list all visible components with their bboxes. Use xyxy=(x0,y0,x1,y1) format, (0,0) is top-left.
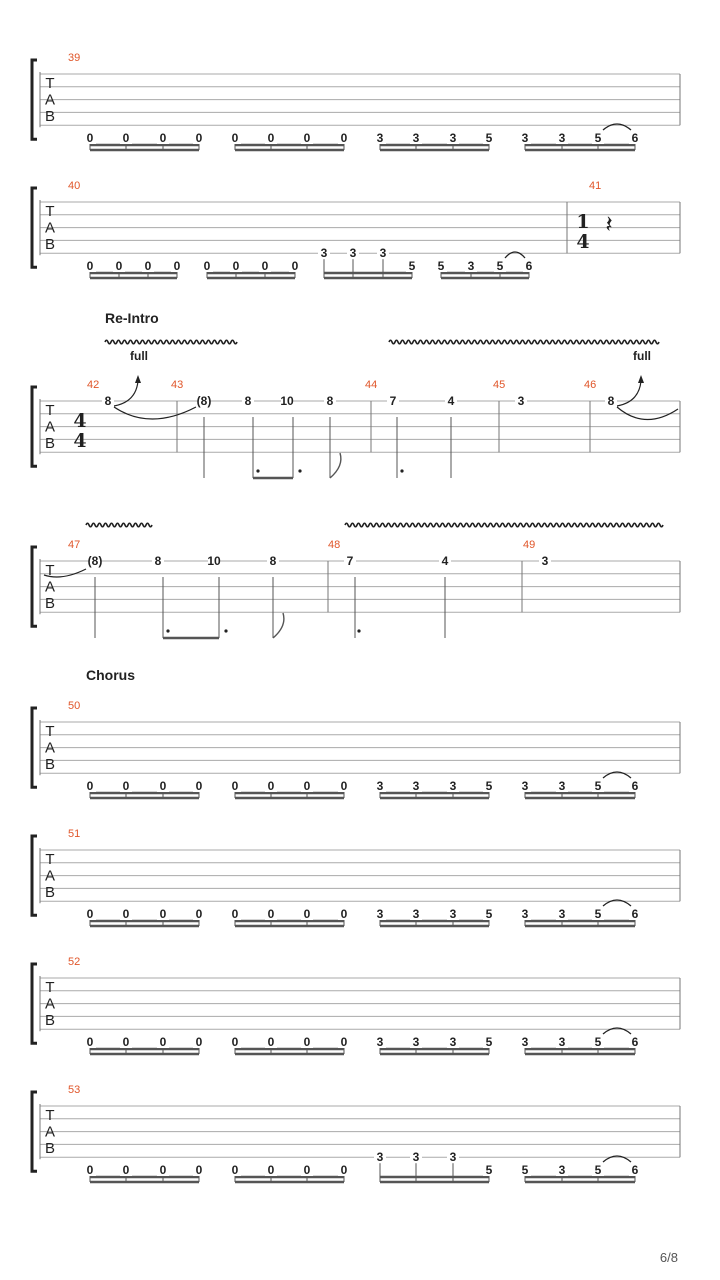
fret-number: 3 xyxy=(412,1150,420,1165)
dot xyxy=(298,469,301,472)
measure-number: 46 xyxy=(584,379,597,391)
measure-number: 42 xyxy=(87,379,100,391)
tab-clef-letter: B xyxy=(44,1012,56,1029)
fret-number: 0 xyxy=(267,907,275,921)
tab-system-47 xyxy=(32,523,680,638)
fret-number: 0 xyxy=(267,1163,275,1177)
fret-number: 3 xyxy=(449,907,457,921)
section-label: Chorus xyxy=(86,667,135,683)
tab-clef-letter: B xyxy=(44,1140,56,1157)
tab-system-40 xyxy=(32,180,680,278)
fret-number: 8 xyxy=(154,554,162,568)
fret-number: 0 xyxy=(291,259,299,273)
dot xyxy=(224,629,227,632)
fret-number: 0 xyxy=(267,131,275,145)
tab-clef-letter: A xyxy=(44,219,56,237)
fret-number: 0 xyxy=(303,1035,311,1049)
fret-number: 6 xyxy=(631,779,639,793)
measure-number: 45 xyxy=(493,379,506,391)
quarter-rest: 𝄽 xyxy=(605,210,613,238)
fret-number: 5 xyxy=(594,1035,602,1049)
fret-number: 3 xyxy=(467,259,475,273)
fret-number: 5 xyxy=(521,1163,529,1177)
tab-clef-letter: B xyxy=(44,756,56,773)
fret-number: 0 xyxy=(231,1035,239,1049)
fret-number: 0 xyxy=(203,259,211,273)
tab-clef-letter: T xyxy=(45,723,55,740)
measure-number: 39 xyxy=(68,52,81,64)
fret-number: 3 xyxy=(558,131,566,145)
fret-number: 0 xyxy=(159,779,167,793)
fret-number: 3 xyxy=(558,779,566,793)
fret-number: 5 xyxy=(594,907,602,921)
fret-number: 0 xyxy=(340,907,348,921)
fret-number: 0 xyxy=(173,259,181,273)
fret-number: 0 xyxy=(231,1163,239,1177)
fret-number: 3 xyxy=(449,1150,457,1165)
fret-number: 6 xyxy=(631,131,639,145)
measure-number: 43 xyxy=(171,379,184,391)
bend-label: full xyxy=(633,349,651,363)
tab-clef-letter: T xyxy=(45,402,55,419)
fret-number: 3 xyxy=(521,1035,529,1049)
tab-clef-letter: A xyxy=(44,578,56,596)
system-bracket xyxy=(32,547,37,626)
measure-number: 40 xyxy=(68,180,81,192)
fret-number: 0 xyxy=(159,1035,167,1049)
tab-clef-letter: T xyxy=(45,562,55,579)
fret-number: 10 xyxy=(280,394,294,408)
system-bracket xyxy=(32,60,37,139)
fret-number: (8) xyxy=(196,394,212,408)
tab-clef-letter: A xyxy=(44,91,56,109)
tie-arc xyxy=(114,407,196,419)
measure-number: 53 xyxy=(68,1084,81,1096)
fret-number: 6 xyxy=(631,907,639,921)
fret-number: 0 xyxy=(144,259,152,273)
tab-clef-letter: T xyxy=(45,851,55,868)
bend-arrowhead xyxy=(638,375,644,383)
fret-number: 0 xyxy=(340,131,348,145)
fret-number: 5 xyxy=(408,259,416,273)
fret-number: 8 xyxy=(104,394,112,408)
fret-number: 8 xyxy=(269,554,277,568)
fret-number: 3 xyxy=(449,779,457,793)
fret-number: 3 xyxy=(376,779,384,793)
fret-number: 3 xyxy=(376,1035,384,1049)
fret-number: 0 xyxy=(159,131,167,145)
fret-number: 0 xyxy=(86,131,94,145)
fret-number: 3 xyxy=(558,1035,566,1049)
measure-number: 41 xyxy=(589,180,602,192)
fret-number: 3 xyxy=(558,907,566,921)
tab-clef-letter: T xyxy=(45,1107,55,1124)
system-bracket xyxy=(32,188,37,267)
fret-number: 0 xyxy=(267,1035,275,1049)
fret-number: 0 xyxy=(303,779,311,793)
fret-number: 0 xyxy=(122,1163,130,1177)
vibrato-line xyxy=(345,523,663,527)
fret-number: 4 xyxy=(447,394,455,408)
dot xyxy=(400,469,403,472)
system-bracket xyxy=(32,836,37,915)
measure-number: 48 xyxy=(328,539,341,551)
fret-number: 3 xyxy=(521,131,529,145)
fret-number: 7 xyxy=(346,554,354,568)
fret-number: 0 xyxy=(303,907,311,921)
fret-number: 3 xyxy=(412,131,420,145)
dot xyxy=(256,469,259,472)
fret-number: 5 xyxy=(485,1163,493,1177)
tab-clef-letter: A xyxy=(44,418,56,436)
time-signature-bottom: 4 xyxy=(576,231,590,253)
tab-system-51 xyxy=(32,828,680,926)
system-bracket xyxy=(32,708,37,787)
fret-number: 3 xyxy=(412,779,420,793)
bend-label: full xyxy=(130,349,148,363)
fret-number: 0 xyxy=(303,131,311,145)
system-bracket xyxy=(32,1092,37,1171)
tab-clef-letter: T xyxy=(45,75,55,92)
flag xyxy=(273,613,284,638)
time-signature-top: 4 xyxy=(73,410,87,432)
fret-number: (8) xyxy=(87,554,103,568)
fret-number: 0 xyxy=(122,131,130,145)
fret-number: 0 xyxy=(195,779,203,793)
measure-number: 50 xyxy=(68,700,81,712)
tab-system-39 xyxy=(32,52,680,150)
fret-number: 0 xyxy=(122,779,130,793)
vibrato-line xyxy=(389,340,659,344)
fret-number: 0 xyxy=(267,779,275,793)
tab-clef-letter: B xyxy=(44,595,56,612)
fret-number: 0 xyxy=(340,779,348,793)
fret-number: 0 xyxy=(115,259,123,273)
fret-number: 3 xyxy=(320,246,328,261)
fret-number: 3 xyxy=(517,394,525,408)
tab-clef-letter: A xyxy=(44,1123,56,1141)
fret-number: 0 xyxy=(340,1035,348,1049)
fret-number: 10 xyxy=(207,554,221,568)
vibrato-line xyxy=(86,523,152,527)
tab-clef-letter: A xyxy=(44,867,56,885)
fret-number: 5 xyxy=(485,907,493,921)
fret-number: 0 xyxy=(261,259,269,273)
fret-number: 3 xyxy=(376,907,384,921)
fret-number: 3 xyxy=(521,779,529,793)
tab-system-42 xyxy=(32,310,680,478)
fret-number: 5 xyxy=(594,131,602,145)
fret-number: 3 xyxy=(449,131,457,145)
tab-clef-letter: A xyxy=(44,739,56,757)
fret-number: 0 xyxy=(86,259,94,273)
fret-number: 0 xyxy=(195,1163,203,1177)
fret-number: 8 xyxy=(607,394,615,408)
fret-number: 3 xyxy=(521,907,529,921)
tab-clef-letter: A xyxy=(44,995,56,1013)
vibrato-line xyxy=(105,340,237,344)
fret-number: 8 xyxy=(326,394,334,408)
fret-number: 0 xyxy=(86,779,94,793)
fret-number: 0 xyxy=(86,907,94,921)
measure-number: 51 xyxy=(68,828,81,840)
fret-number: 0 xyxy=(340,1163,348,1177)
fret-number: 0 xyxy=(159,907,167,921)
fret-number: 7 xyxy=(389,394,397,408)
tab-system-52 xyxy=(32,956,680,1054)
fret-number: 0 xyxy=(195,131,203,145)
fret-number: 3 xyxy=(412,907,420,921)
fret-number: 0 xyxy=(195,907,203,921)
fret-number: 5 xyxy=(594,1163,602,1177)
fret-number: 0 xyxy=(159,1163,167,1177)
fret-number: 5 xyxy=(485,131,493,145)
tab-system-53 xyxy=(32,1084,680,1182)
flag xyxy=(330,453,341,478)
tab-clef-letter: B xyxy=(44,236,56,253)
tab-clef-letter: T xyxy=(45,203,55,220)
fret-number: 0 xyxy=(232,259,240,273)
fret-number: 6 xyxy=(631,1035,639,1049)
system-bracket xyxy=(32,964,37,1043)
fret-number: 0 xyxy=(86,1035,94,1049)
fret-number: 3 xyxy=(376,1150,384,1165)
measure-number: 47 xyxy=(68,539,81,551)
fret-number: 3 xyxy=(412,1035,420,1049)
tie-arc xyxy=(617,407,678,420)
tab-clef-letter: B xyxy=(44,435,56,452)
fret-number: 3 xyxy=(349,246,357,261)
fret-number: 3 xyxy=(541,554,549,568)
fret-number: 4 xyxy=(441,554,449,568)
tab-system-50 xyxy=(32,667,680,798)
time-signature-top: 1 xyxy=(576,211,590,233)
fret-number: 0 xyxy=(231,779,239,793)
section-label: Re-Intro xyxy=(105,310,159,326)
bend-arrow xyxy=(617,381,641,406)
fret-number: 0 xyxy=(122,907,130,921)
fret-number: 3 xyxy=(558,1163,566,1177)
tab-clef-letter: B xyxy=(44,884,56,901)
fret-number: 3 xyxy=(376,131,384,145)
fret-number: 0 xyxy=(231,907,239,921)
dot xyxy=(357,629,360,632)
fret-number: 0 xyxy=(86,1163,94,1177)
measure-number: 49 xyxy=(523,539,536,551)
fret-number: 5 xyxy=(594,779,602,793)
dot xyxy=(166,629,169,632)
bend-arrow xyxy=(114,381,138,406)
fret-number: 6 xyxy=(525,259,533,273)
fret-number: 5 xyxy=(485,779,493,793)
time-signature-bottom: 4 xyxy=(73,430,87,452)
measure-number: 52 xyxy=(68,956,81,968)
page-number: 6/8 xyxy=(659,1250,678,1265)
fret-number: 5 xyxy=(496,259,504,273)
tab-clef-letter: T xyxy=(45,979,55,996)
tab-clef-letter: B xyxy=(44,108,56,125)
bend-arrowhead xyxy=(135,375,141,383)
fret-number: 3 xyxy=(449,1035,457,1049)
fret-number: 6 xyxy=(631,1163,639,1177)
measure-number: 44 xyxy=(365,379,378,391)
fret-number: 8 xyxy=(244,394,252,408)
fret-number: 0 xyxy=(195,1035,203,1049)
fret-number: 5 xyxy=(485,1035,493,1049)
system-bracket xyxy=(32,387,37,466)
fret-number: 0 xyxy=(231,131,239,145)
fret-number: 0 xyxy=(122,1035,130,1049)
fret-number: 5 xyxy=(437,259,445,273)
fret-number: 3 xyxy=(379,246,387,261)
fret-number: 0 xyxy=(303,1163,311,1177)
